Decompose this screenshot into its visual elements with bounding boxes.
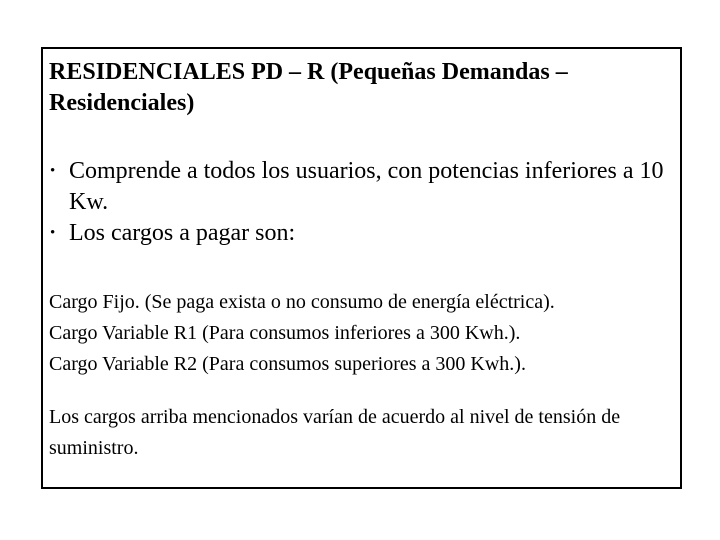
- supply-voltage-note: Los cargos arriba mencionados varían de acuerdo al nivel de tensión de suministro.: [49, 406, 621, 459]
- bullet-text-charges: Los cargos a pagar son:: [69, 220, 296, 246]
- charge-fixed: Cargo Fijo. (Se paga exista o no consumo de energía eléctrica).: [49, 291, 555, 313]
- bullet-dot-icon: •: [50, 163, 56, 179]
- bullet-item-charges: [49, 218, 669, 249]
- bullet-text-users: Comprende a todos los usuarios, con potencias inferiores a 10 Kw.: [69, 158, 664, 215]
- charge-variable-r2: Cargo Variable R2 (Para consumos superiores a 300 Kwh.).: [49, 353, 526, 375]
- charge-variable-r1: Cargo Variable R1 (Para consumos inferiores a 300 Kwh.).: [49, 322, 521, 344]
- bullet-dot-icon: •: [50, 225, 56, 241]
- charges-list: [49, 287, 677, 380]
- page-title: RESIDENCIALES PD – R (Pequeñas Demandas – Residenciales): [49, 59, 568, 116]
- bullet-item-users: [49, 156, 669, 218]
- bullet-list: [49, 156, 669, 249]
- slide-content-box: [41, 47, 682, 489]
